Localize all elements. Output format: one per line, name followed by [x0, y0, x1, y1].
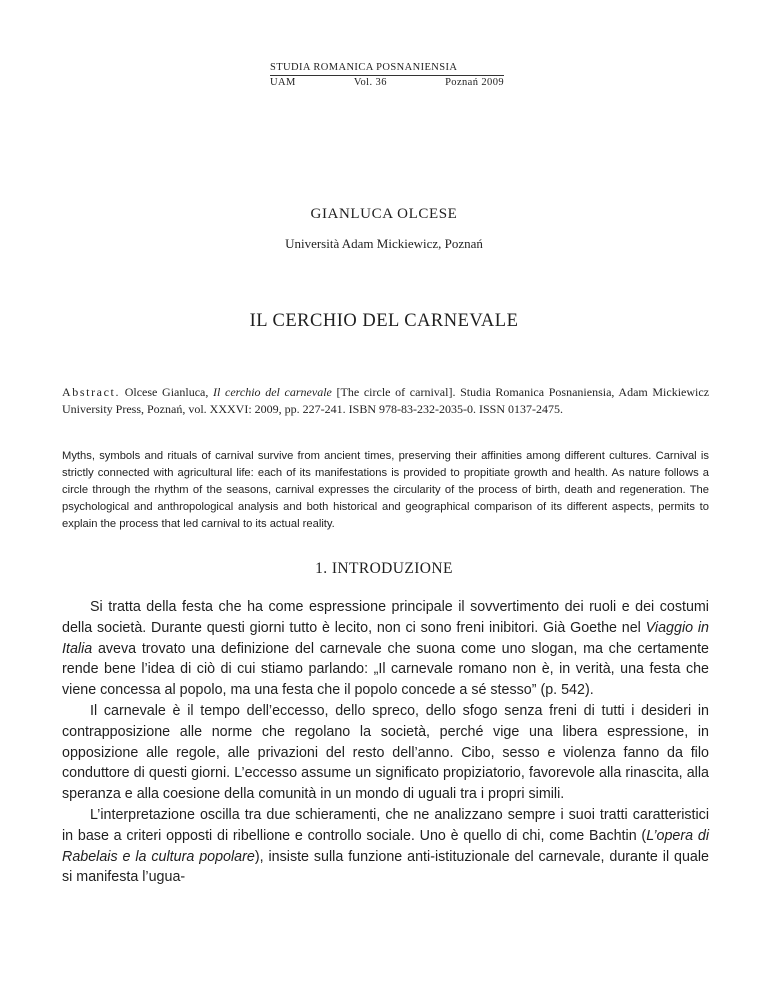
- journal-place-year: Poznań 2009: [445, 77, 504, 88]
- journal-volume: Vol. 36: [353, 77, 387, 88]
- author-name: GIANLUCA OLCESE: [310, 206, 458, 222]
- paragraph-3-text-b: ), insiste sulla funzione anti-istituzionale del carnevale, durante il quale si manifesta l’ugua-: [62, 848, 710, 886]
- citation-author: Olcese Gianluca,: [124, 385, 209, 399]
- paragraph-2: Il carnevale è il tempo dell’eccesso, dello spreco, dello sfogo senza freni di tutti i desideri in contrapposizione alle norme che regolano la società, perché vige una libera espressione, in opposizione alle regole, alle privazioni del resto dell’anno. Cibo, sesso e violenza fanno da filo conduttore di questi giorni. L’eccesso assume un significato propiziatorio, favorevole alla rinascita, alla speranza e alla coesione della comunità in un mondo di uguali tra i propri simili.: [62, 702, 709, 803]
- journal-publisher: UAM: [270, 77, 296, 88]
- author-affiliation: Università Adam Mickiewicz, Poznań: [285, 236, 483, 251]
- abstract-summary: Myths, symbols and rituals of carnival survive from ancient times, preserving their affinities among different cultures. Carnival is strictly connected with agricultural life: each of its manifestations is provided to propitiate growth and health. As nature follows a circle through the rhythm of the seasons, carnival expresses the circularity of the process of birth, death and regeneration. The psychological and anthropological analysis and both historical and geographical comparison of its different aspects, permits to explain the process that led carnival to its actual reality.: [62, 450, 709, 530]
- paragraph-1: [62, 597, 709, 701]
- abstract-citation: [62, 384, 709, 418]
- abstract-label: Abstract.: [62, 385, 121, 399]
- paragraph-3: [62, 805, 709, 888]
- rabelais-title: L’opera di Rabelais e la cultura popolare: [62, 827, 709, 865]
- journal-header: [270, 62, 504, 88]
- journal-meta: [270, 75, 504, 88]
- paragraph-1-text-b: aveva trovato una definizione del carnevale che suona come uno slogan, ma che certamente rende bene l’idea di ciò di cui stiamo parlando: „Il carnevale romano non è, in verità, una festa che viene concessa al popolo, ma una festa che il popolo concede a sé stesso” (p. 542).: [62, 640, 709, 699]
- body-text: [62, 597, 709, 888]
- citation-title: Il cerchio del carnevale: [213, 385, 332, 399]
- paper-title: IL CERCHIO DEL CARNEVALE: [249, 311, 519, 331]
- journal-name: STUDIA ROMANICA POSNANIENSIA: [270, 62, 458, 73]
- paragraph-1-text-a: Si tratta della festa che ha come espressione principale il sovvertimento dei ruoli e dei costumi della società. Durante questi giorni tutto è lecito, non ci sono freni inibitori. Già Goethe nel: [62, 599, 709, 636]
- paragraph-3-text-a: L’interpretazione oscilla tra due schieramenti, che ne analizzano sempre i suoi tratti caratteristici in base a criteri opposti di ribellione e controllo sociale. Uno è quello di chi, come Bachtin (: [62, 806, 709, 844]
- viaggio-in-italia-title: Viaggio in Italia: [62, 619, 709, 657]
- section-heading: 1. INTRODUZIONE: [315, 560, 453, 577]
- citation-details: [The circle of carnival]. Studia Romanica Posnaniensia, Adam Mickiewicz University Press, Poznań, vol. XXXVI: 2009, pp. 227-241. ISBN 978-83-232-2035-0. ISSN 0137-2475.: [62, 385, 710, 416]
